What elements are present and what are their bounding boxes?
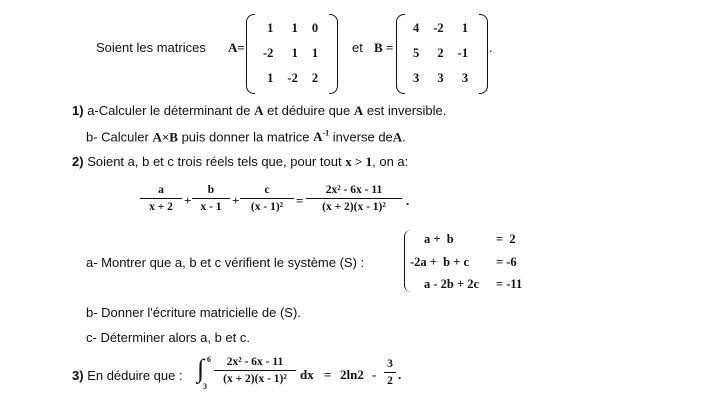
matrix-a-cell: 2 xyxy=(311,71,319,85)
matrix-a xyxy=(246,14,338,94)
q3-intro xyxy=(72,368,183,383)
integral-upper: 6 xyxy=(207,355,211,364)
q1-b-text-2: puis donner la matrice xyxy=(181,129,310,145)
q1-b-text-1: b- Calculer xyxy=(86,129,149,145)
matrix-b-cell: 2 xyxy=(437,46,444,60)
q1-a-var2: A xyxy=(353,103,364,118)
system-row-1-lhs: a + b xyxy=(424,232,454,246)
q2-intro xyxy=(72,154,408,170)
matrix-b-cell: 3 xyxy=(461,71,469,85)
matrix-a-cell: -2 xyxy=(263,46,274,60)
result-log: 2ln2 xyxy=(340,367,364,382)
q1-b-product: A×B xyxy=(152,129,178,145)
eq-equals: = xyxy=(296,193,304,208)
matrix-b-cell: 5 xyxy=(413,46,420,60)
matrix-b-cell: -1 xyxy=(457,46,469,60)
matrix-b-cell: 3 xyxy=(437,71,444,85)
matrix-b-cell: 3 xyxy=(413,71,420,85)
integral-equals: = xyxy=(324,367,332,382)
q1-b-end: . xyxy=(402,129,406,145)
eq-frac-2: b x - 1 xyxy=(192,184,230,213)
matrix-a-cell: -2 xyxy=(287,71,298,85)
matrix-a-cell: 1 xyxy=(291,21,298,35)
q1-a-var: A xyxy=(254,103,264,118)
eq-plus-1: + xyxy=(184,193,192,208)
integral-sign: ∫ xyxy=(197,354,205,383)
matrix-a-cell: 1 xyxy=(267,71,274,85)
q3-number: 3) xyxy=(72,368,84,383)
q1-number: 1) xyxy=(72,103,84,118)
matrix-a-cell: 1 xyxy=(291,46,298,60)
integral-integrand: 2x² - 6x - 11 (x + 2)(x - 1)² xyxy=(214,356,296,385)
intro-text: Soient les matrices xyxy=(96,40,206,55)
conj-et: et xyxy=(352,40,363,55)
q1-b-text-3: inverse de xyxy=(332,129,393,145)
matrix-b-cell: -2 xyxy=(433,21,444,35)
system-row-1-rhs: = 2 xyxy=(496,232,516,246)
q2-b-text: b- Donner l'écriture matricielle de (S). xyxy=(86,305,301,320)
result-end: . xyxy=(398,367,402,382)
q1-a-text-1: a-Calculer le déterminant de xyxy=(87,103,251,118)
matrix-b-label: B = xyxy=(374,40,394,55)
eq-rhs: 2x² - 6x - 11 (x + 2)(x - 1)² xyxy=(306,184,402,213)
q2-cond: x > 1 xyxy=(345,154,373,169)
q2-c-text: c- Déterminer alors a, b et c. xyxy=(86,330,250,345)
eq-frac-1: a x + 2 xyxy=(140,184,182,213)
q1-b-var: A xyxy=(392,129,403,145)
integral-dx: dx xyxy=(300,367,314,382)
matrix-a-cell: 1 xyxy=(267,21,274,35)
system-row-3-rhs: = -11 xyxy=(496,277,523,291)
result-fraction: 3 2 xyxy=(384,358,396,387)
matrix-b-cell: 4 xyxy=(413,21,420,35)
q2-a-text: a- Montrer que a, b et c vérifient le système (S) : xyxy=(86,255,365,270)
integral-lower: 3 xyxy=(203,382,207,391)
q1-a-text-3: est inversible. xyxy=(366,103,447,118)
system-row-2-rhs: = -6 xyxy=(496,255,517,269)
matrix-a-label: A= xyxy=(228,40,245,55)
system-row-3-lhs: a - 2b + 2c xyxy=(424,277,480,291)
eq-frac-3: c (x - 1)² xyxy=(240,184,294,213)
matrix-a-cell: 1 xyxy=(311,46,319,60)
eq-plus-2: + xyxy=(232,193,240,208)
q2-number: 2) xyxy=(72,154,84,169)
matrix-a-cell: 0 xyxy=(311,21,319,35)
system-row-2-lhs: -2a + b + c xyxy=(410,255,470,269)
matrix-b xyxy=(396,14,488,94)
q1-a xyxy=(72,103,446,119)
result-minus: - xyxy=(372,367,377,382)
intro-end: . xyxy=(489,40,493,55)
q2-text-1: Soient a, b et c trois réels tels que, pour tout xyxy=(87,154,342,169)
q1-b xyxy=(86,129,406,145)
q2-text-2: , on a: xyxy=(372,154,409,169)
q1-a-text-2: et déduire que xyxy=(267,103,351,118)
q1-b-inv: $A^{-1}$ xyxy=(313,129,330,145)
eq-end: . xyxy=(406,193,410,208)
matrix-b-cell: 1 xyxy=(461,21,469,35)
q3-text: En déduire que : xyxy=(87,368,183,383)
